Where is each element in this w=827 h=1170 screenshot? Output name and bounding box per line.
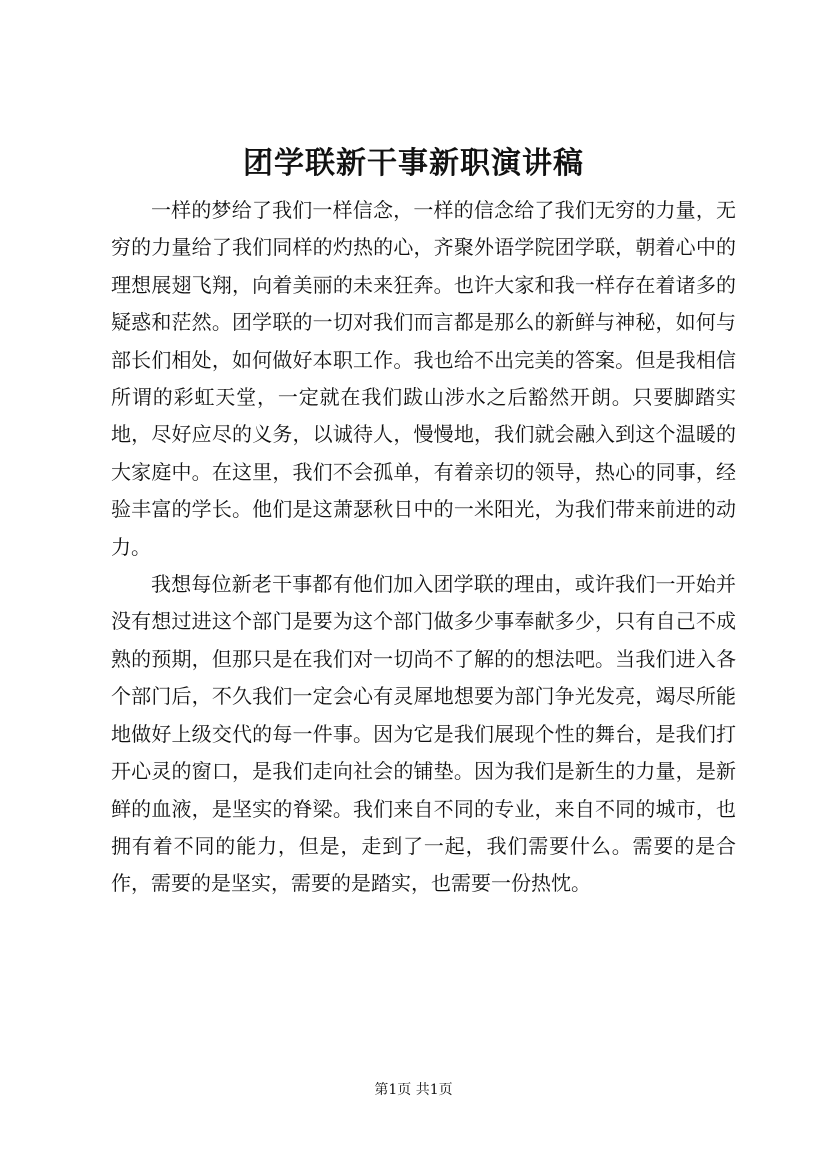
paragraph-2: 我想每位新老干事都有他们加入团学联的理由，或许我们一开始并没有想过进这个部门是要为这个部门做多少事奉献多少，只有自己不成熟的预期，但那只是在我们对一切尚不了解的的想法吧。当我们进入各个部门后，不久我们一定会心有灵犀地想要为部门争光发亮，竭尽所能地做好上级交代的每一件事。因为它是我们展现个性的舞台，是我们打开心灵的窗口，是我们走向社会的铺垫。因为我们是新生的力量，是新鲜的血液，是坚实的脊梁。我们来自不同的专业，来自不同的城市，也拥有着不同的能力，但是，走到了一起，我们需要什么。需要的是合作，需要的是坚实，需要的是踏实，也需要一份热忱。: [111, 572, 736, 896]
paragraph-1: 一样的梦给了我们一样信念，一样的信念给了我们无穷的力量，无穷的力量给了我们同样的灼热的心，齐聚外语学院团学联，朝着心中的理想展翅飞翔，向着美丽的未来狂奔。也许大家和我一样存在着诸多的疑惑和茫然。团学联的一切对我们而言都是那么的新鲜与神秘，如何与部长们相处，如何做好本职工作。我也给不出完美的答案。但是我相信所谓的彩虹天堂，一定就在我们跋山涉水之后豁然开朗。只要脚踏实地，尽好应尽的义务，以诚待人，慢慢地，我们就会融入到这个温暖的大家庭中。在这里，我们不会孤单，有着亲切的领导，热心的同事，经验丰富的学长。他们是这萧瑟秋日中的一米阳光，为我们带来前进的动力。: [111, 198, 736, 559]
page-number-footer: 第1页 共1页: [374, 1082, 453, 1098]
document-body: [111, 192, 736, 903]
document-title: 团学联新干事新职演讲稿: [243, 146, 584, 181]
